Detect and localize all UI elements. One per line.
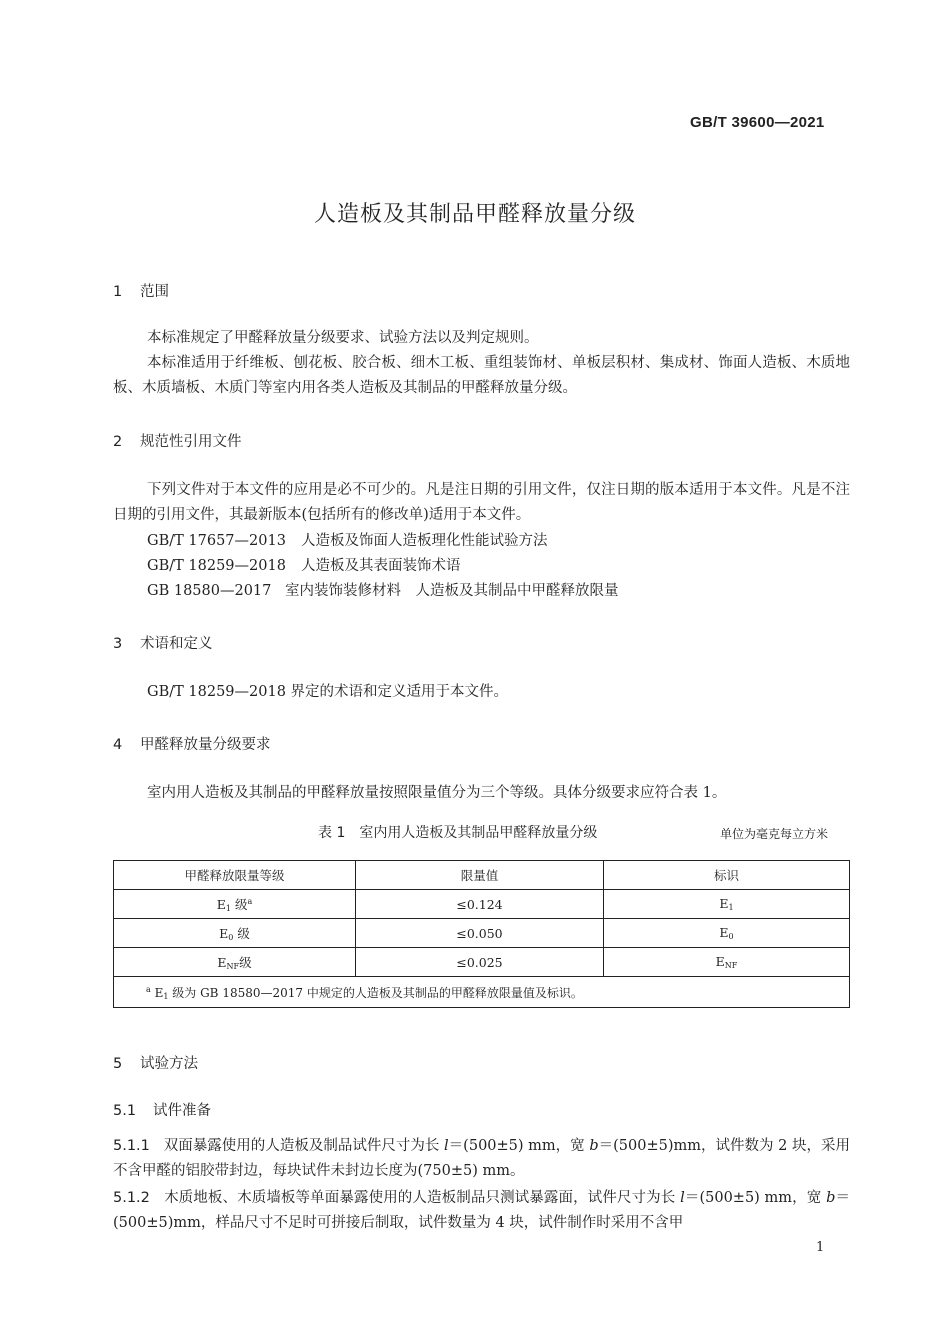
reference-title: 室内装饰装修材料 人造板及其制品中甲醛释放限量 — [285, 583, 619, 599]
section-number: 5 — [113, 1056, 123, 1072]
reference-title: 人造板及饰面人造板理化性能试验方法 — [301, 533, 548, 549]
limit-cell: ≤0.124 — [356, 890, 604, 919]
reference-code: GB 18580—2017 — [147, 583, 272, 599]
table-unit: 单位为毫克每立方米 — [720, 827, 829, 841]
reference-title: 人造板及其表面装饰术语 — [301, 558, 461, 574]
section-number: 3 — [113, 636, 123, 652]
section-1-para-2: 本标准适用于纤维板、刨花板、胶合板、细木工板、重组装饰材、单板层积材、集成材、饰面人造板、木质地板、木质墙板、木质门等室内用各类人造板及其制品的甲醛释放量分级。 — [113, 355, 850, 396]
grade-cell: $E_{NF}$级 — [114, 948, 356, 977]
formaldehyde-grade-table — [113, 860, 850, 1008]
section-title: 甲醛释放量分级要求 — [140, 737, 271, 753]
table-row — [114, 890, 850, 919]
section-4-para-1: 室内用人造板及其制品的甲醛释放量按照限量值分为三个等级。具体分级要求应符合表 1。 — [147, 785, 727, 801]
reference-code: GB/T 18259—2018 — [147, 558, 286, 574]
mark-cell: $E_{NF}$ — [604, 948, 850, 977]
table-header-cell: 标识 — [604, 861, 850, 890]
section-title: 试件准备 — [153, 1103, 211, 1119]
section-5-1-heading — [113, 1099, 211, 1120]
reference-item — [147, 554, 461, 575]
section-number: 1 — [113, 284, 123, 300]
table-header-cell: 甲醛释放限量等级 — [114, 861, 356, 890]
grade-cell: $E_1$ 级$^a$ — [114, 890, 356, 919]
mark-cell: $E_1$ — [604, 890, 850, 919]
section-3-heading — [113, 632, 213, 653]
document-title: 人造板及其制品甲醛释放量分级 — [313, 202, 636, 227]
section-number: 4 — [113, 737, 123, 753]
mark-cell: $E_0$ — [604, 919, 850, 948]
section-number: 2 — [113, 434, 123, 450]
table-footnote: $^a$ $E_1$ 级为 GB 18580—2017 中规定的人造板及其制品的甲醛释放限量值及标识。 — [114, 977, 850, 1008]
section-1-heading — [113, 280, 169, 301]
reference-item — [147, 529, 548, 550]
table-row — [114, 919, 850, 948]
section-2-para-1: 下列文件对于本文件的应用是必不可少的。凡是注日期的引用文件，仅注日期的版本适用于本文件。凡是不注日期的引用文件，其最新版本(包括所有的修改单)适用于本文件。 — [113, 482, 850, 523]
section-5-heading — [113, 1052, 198, 1073]
page-number: 1 — [816, 1240, 825, 1255]
table-footnote-row — [114, 977, 850, 1008]
section-number: 5.1 — [113, 1103, 137, 1119]
section-1-para-1: 本标准规定了甲醛释放量分级要求、试验方法以及判定规则。 — [147, 330, 539, 346]
table-header-cell: 限量值 — [356, 861, 604, 890]
grade-cell: $E_0$ 级 — [114, 919, 356, 948]
section-2-heading — [113, 430, 242, 451]
table-caption: 表 1 室内用人造板及其制品甲醛释放量分级 — [318, 825, 598, 841]
table-header-row — [114, 861, 850, 890]
section-title: 范围 — [140, 284, 169, 300]
section-title: 试验方法 — [140, 1056, 198, 1072]
reference-code: GB/T 17657—2013 — [147, 533, 286, 549]
clause-number: 5.1.1 — [113, 1138, 150, 1154]
reference-item — [147, 579, 619, 600]
section-title: 规范性引用文件 — [140, 434, 242, 450]
section-title: 术语和定义 — [140, 636, 213, 652]
clause-number: 5.1.2 — [113, 1190, 150, 1206]
limit-cell: ≤0.025 — [356, 948, 604, 977]
table-row — [114, 948, 850, 977]
section-4-heading — [113, 733, 271, 754]
clause-5-1-1: 5.1.1 双面暴露使用的人造板及制品试件尺寸为长 l＝(500±5) mm，宽 b＝(500±5)mm，试件数为 2 块，采用不含甲醛的铝胶带封边，每块试件未封边长度为(750±5) mm。 — [113, 1138, 851, 1179]
clause-5-1-2: 5.1.2 木质地板、木质墙板等单面暴露使用的人造板制品只测试暴露面，试件尺寸为长 l＝(500±5) mm，宽 b＝(500±5)mm，样品尺寸不足时可拼接后制取，试件数量为 4 块，试件制作时采用不含甲 — [113, 1190, 851, 1231]
standard-number: GB/T 39600—2021 — [690, 114, 825, 131]
limit-cell: ≤0.050 — [356, 919, 604, 948]
section-3-para-1: GB/T 18259—2018 界定的术语和定义适用于本文件。 — [147, 684, 509, 700]
